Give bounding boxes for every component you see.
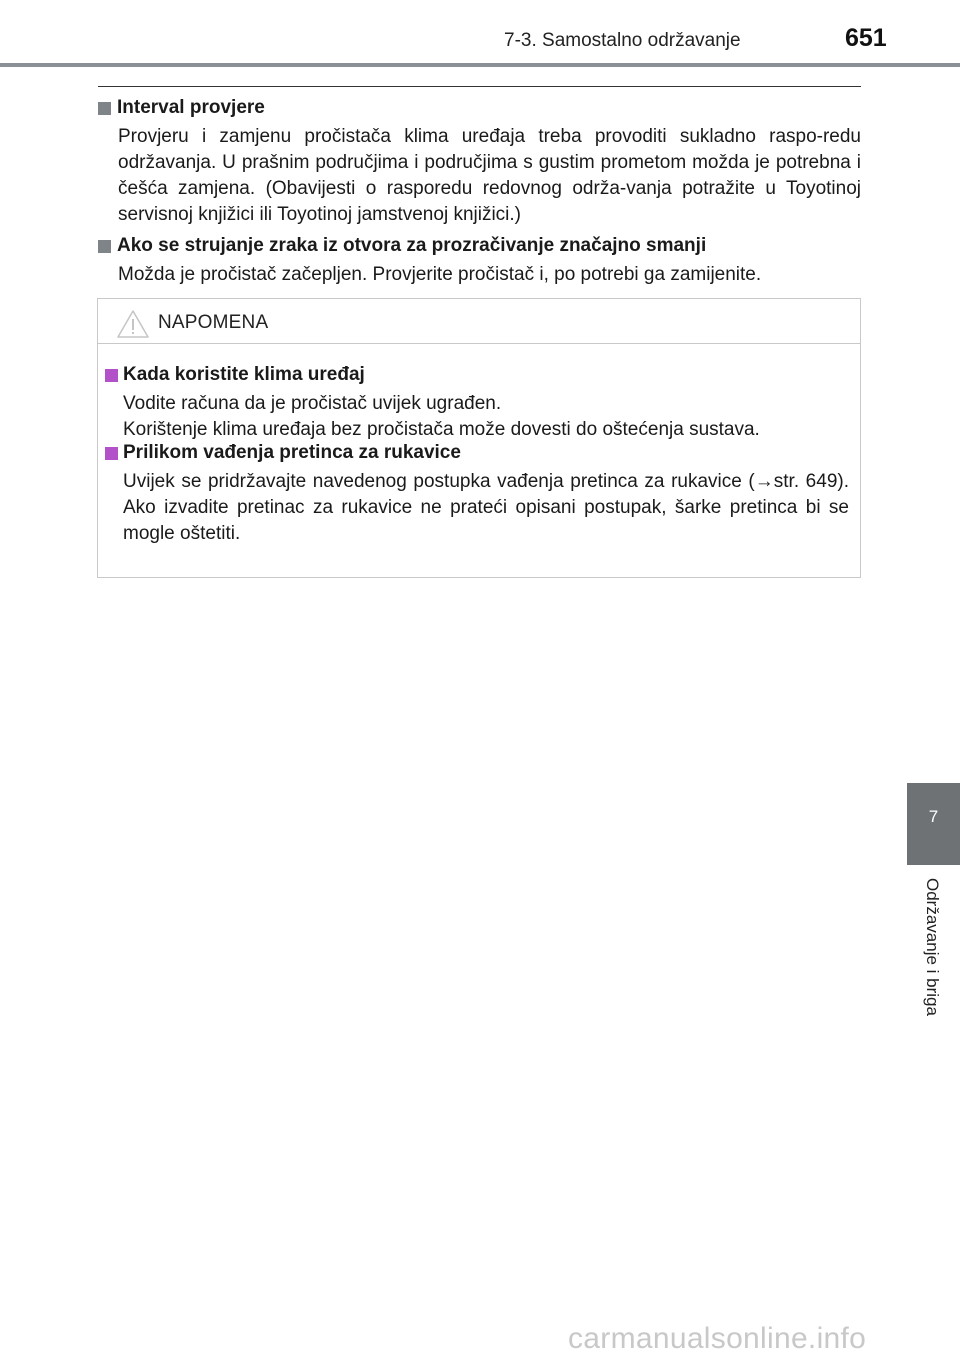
header-rule bbox=[0, 63, 960, 67]
square-bullet-icon bbox=[98, 240, 111, 253]
section-interval bbox=[98, 96, 861, 228]
section-body: Provjeru i zamjenu pročistača klima uređaja treba provoditi sukladno raspo-redu održavanja. U prašnim područjima i područjima s gustim prometom možda je potrebna i češća zamjena. (Obavijesti o rasporedu redovnog održa-vanja potražite u Toyotinoj servisnoj knjižici ili Toyotinoj jamstvenoj knjižici.) bbox=[118, 126, 861, 225]
content-divider bbox=[98, 86, 861, 87]
section-airflow bbox=[98, 234, 861, 288]
notice-item-aircon bbox=[105, 363, 849, 443]
square-bullet-icon bbox=[105, 447, 118, 460]
page-number: 651 bbox=[845, 24, 887, 52]
notice-item-line: Korištenje klima uređaja bez pročistača može dovesti do oštećenja sustava. bbox=[123, 419, 760, 440]
chapter-number: 7 bbox=[928, 807, 939, 826]
notice-title: NAPOMENA bbox=[158, 312, 269, 333]
chapter-title: Održavanje i briga bbox=[923, 878, 942, 1016]
notice-item-glovebox bbox=[105, 441, 849, 547]
notice-item-heading bbox=[105, 363, 849, 387]
section-heading bbox=[98, 234, 861, 258]
chapter-tab bbox=[907, 783, 960, 865]
notice-header bbox=[98, 299, 860, 344]
section-heading-text: Ako se strujanje zraka iz otvora za prozračivanje značajno smanji bbox=[117, 235, 707, 256]
notice-item-heading bbox=[105, 441, 849, 465]
notice-item-line: Vodite računa da je pročistač uvijek ugrađen. bbox=[123, 393, 502, 414]
notice-item-body: Uvijek se pridržavajte navedenog postupka vađenja pretinca za rukavice (→str. 649). Ako izvadite pretinac za rukavice ne prateći opisani postupak, šarke pretinca bi se mogle oštetiti. bbox=[123, 471, 849, 544]
section-heading-text: Interval provjere bbox=[117, 97, 265, 118]
square-bullet-icon bbox=[98, 102, 111, 115]
notice-item-heading-text: Prilikom vađenja pretinca za rukavice bbox=[123, 442, 461, 463]
section-heading bbox=[98, 96, 861, 120]
header-section-title: 7-3. Samostalno održavanje bbox=[504, 30, 741, 51]
notice-item-body bbox=[123, 391, 849, 443]
square-bullet-icon bbox=[105, 369, 118, 382]
section-body: Možda je pročistač začepljen. Provjerite pročistač i, po potrebi ga zamijenite. bbox=[118, 264, 762, 285]
notice-box bbox=[97, 298, 861, 578]
warning-triangle-icon bbox=[116, 309, 150, 339]
page-header bbox=[0, 0, 960, 66]
notice-item-heading-text: Kada koristite klima uređaj bbox=[123, 364, 365, 385]
watermark: carmanualsonline.info bbox=[568, 1322, 867, 1355]
